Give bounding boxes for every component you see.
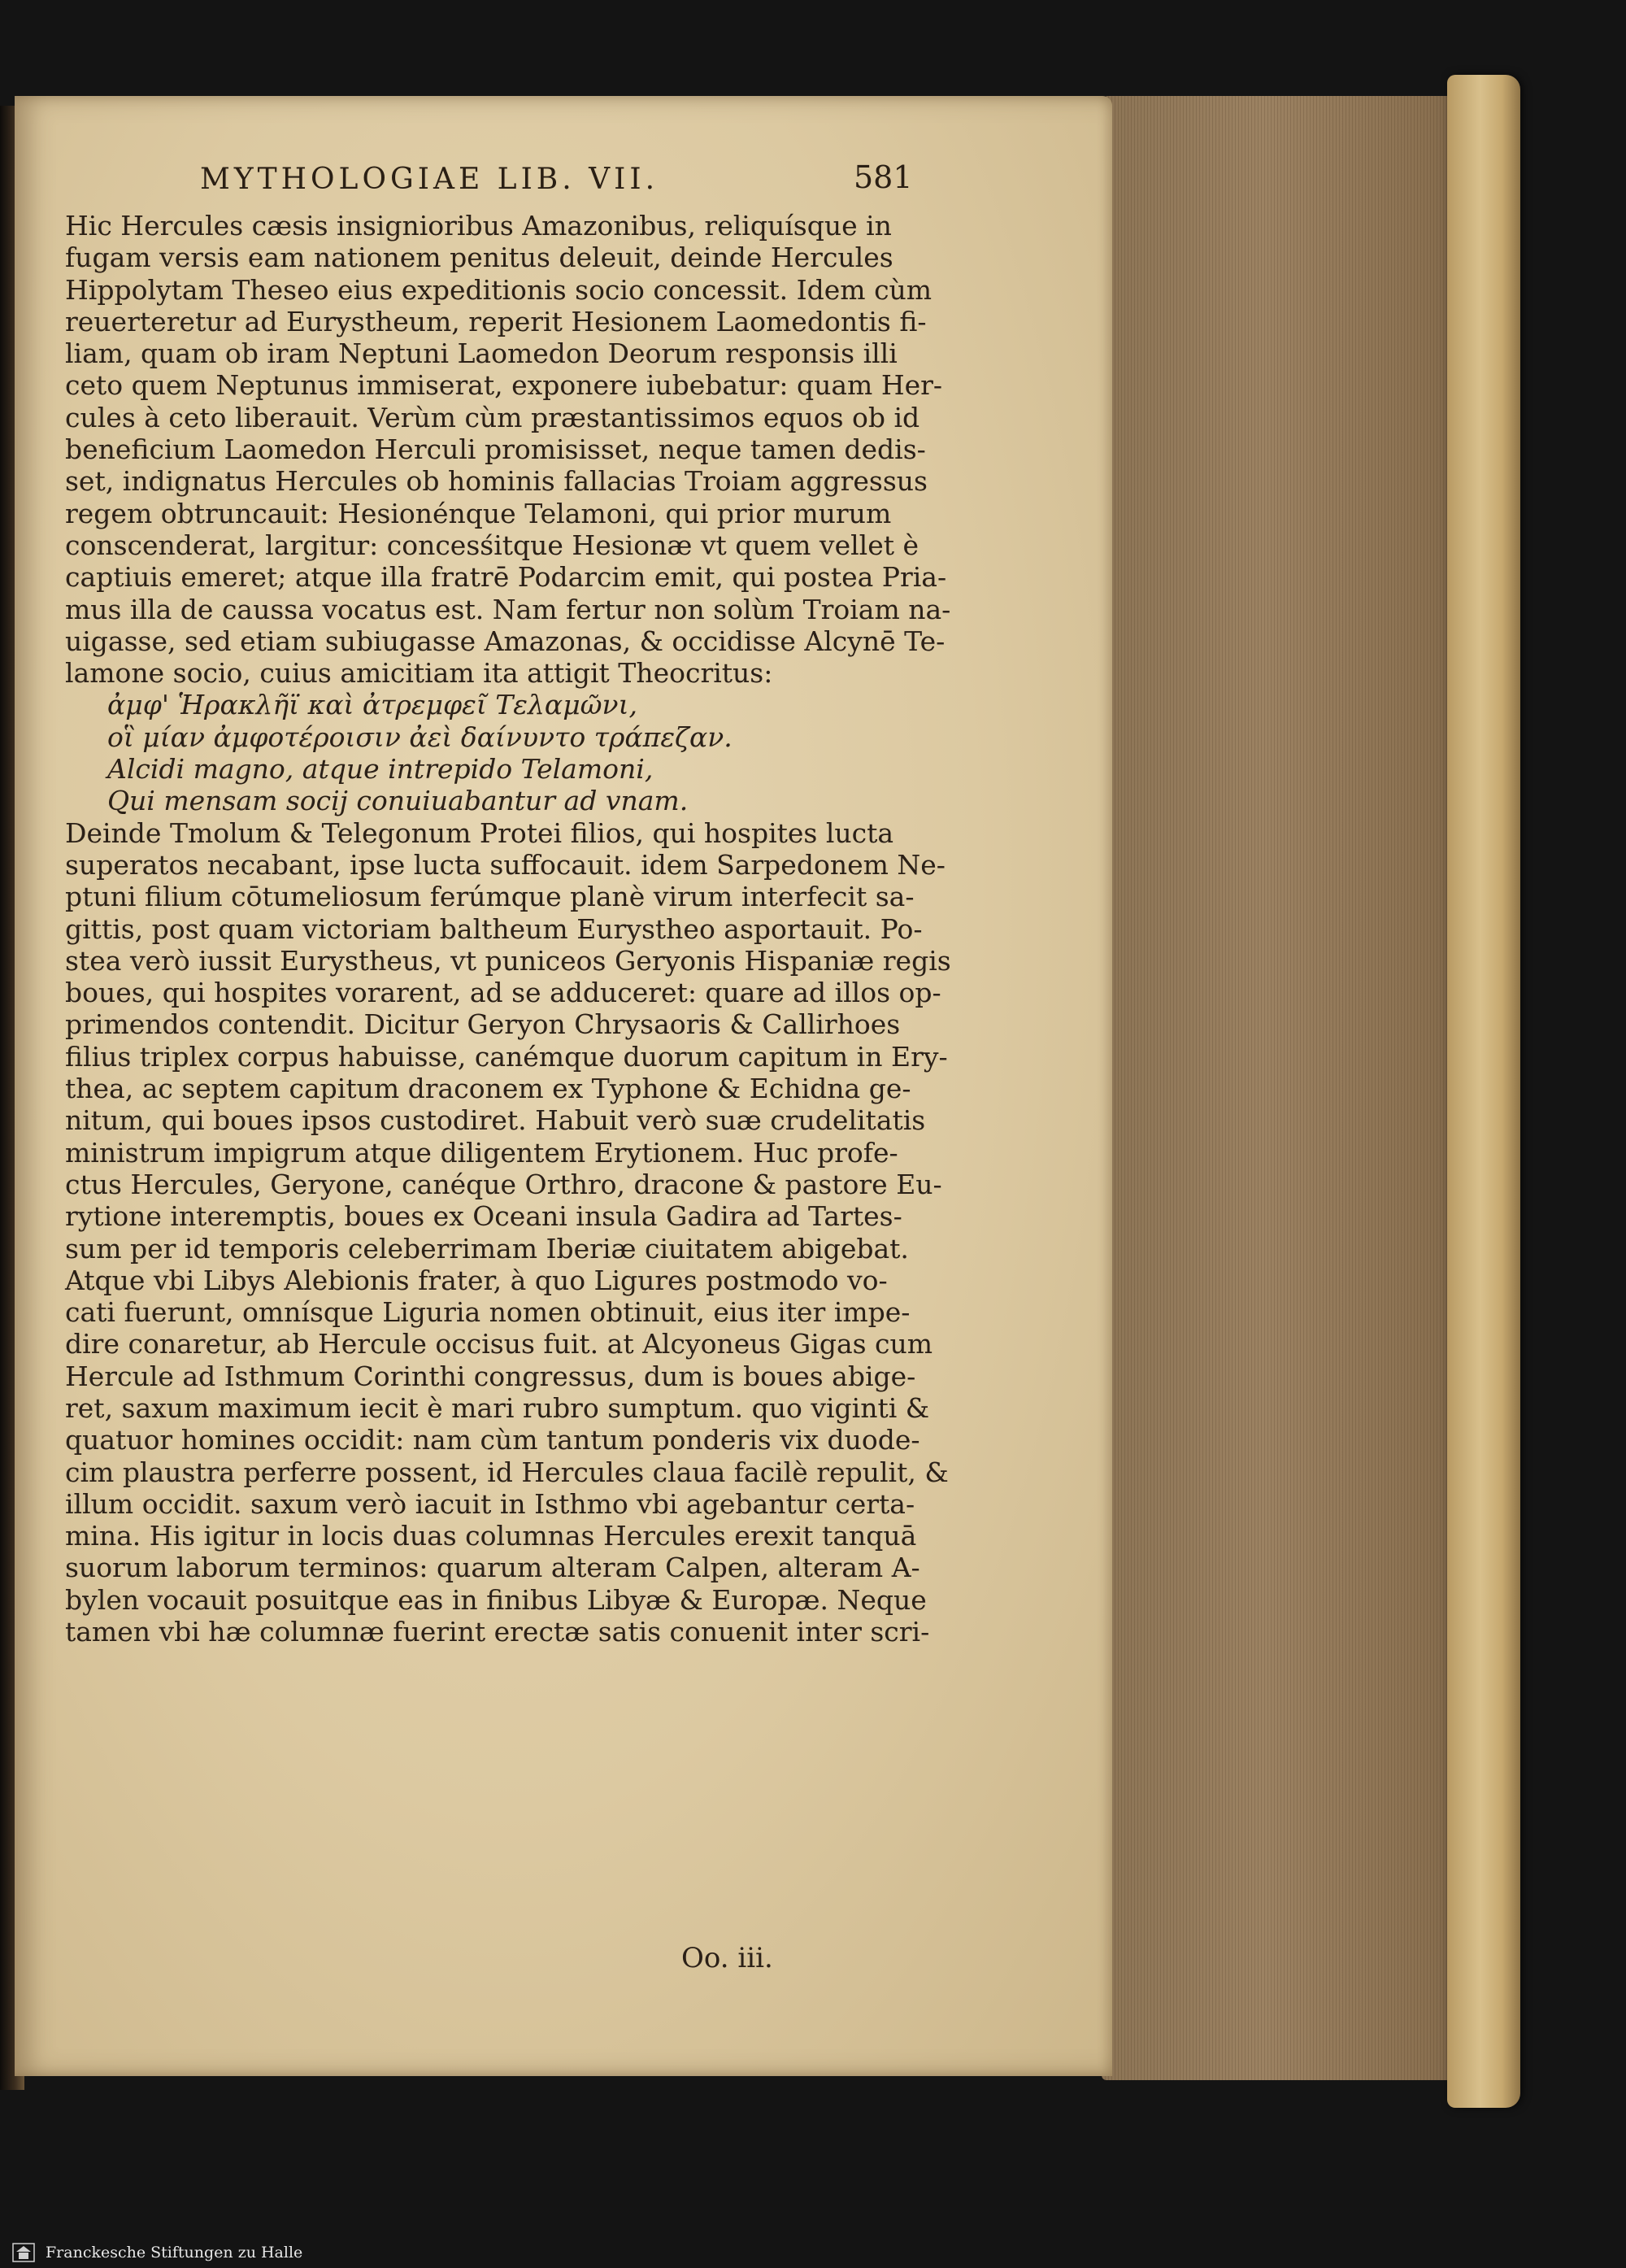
book-page	[15, 96, 1112, 2076]
verse-line-greek: ἀμφ' Ἡρακλῆϊ καὶ ἀτρεμφεῖ Τελαμῶνι,	[107, 689, 638, 721]
text-line: ceto quem Neptunus immiserat, exponere iubebatur: quam Her-	[65, 369, 943, 402]
running-head	[15, 159, 1112, 216]
text-line: tamen vbi hæ columnæ fuerint erectæ satis conuenit inter scri-	[65, 1616, 930, 1648]
text-line: gittis, post quam victoriam baltheum Eurystheo asportauit. Po-	[65, 912, 923, 945]
text-line: conscenderat, largitur: concesśitque Hesionæ vt quem vellet è	[65, 529, 920, 561]
text-line: illum occidit. saxum verò iacuit in Isthmo vbi agebantur certa-	[65, 1487, 915, 1520]
text-line: cati fuerunt, omnísque Liguria nomen obtinuit, eius iter impe-	[65, 1296, 911, 1329]
institution-footer	[0, 2238, 1626, 2268]
text-line: stea verò iussit Eurystheus, vt puniceos Geryonis Hispaniæ regis	[65, 944, 951, 977]
text-line: mina. His igitur in locis duas columnas Hercules erexit tanquā	[65, 1520, 917, 1552]
text-line: reuerteretur ad Eurystheum, reperit Hesionem Laomedontis fi-	[65, 305, 927, 337]
text-line: mus illa de caussa vocatus est. Nam fertur non solùm Troiam na-	[65, 593, 951, 625]
text-line: superatos necabant, ipse lucta suffocauit. idem Sarpedonem Ne-	[65, 848, 946, 881]
book-cover-board	[1447, 75, 1520, 2108]
text-line: primendos contendit. Dicitur Geryon Chrysaoris & Callirhoes	[65, 1008, 901, 1041]
verse-line-latin: Alcidi magno, atque intrepido Telamoni,	[107, 753, 654, 786]
text-line: filius triplex corpus habuisse, canémque duorum capitum in Ery-	[65, 1040, 948, 1073]
text-line: cules à ceto liberauit. Verùm cùm præstantissimos equos ob id	[65, 401, 920, 433]
text-line: suorum laborum terminos: quarum alteram Calpen, alteram A-	[65, 1552, 920, 1584]
text-line: ret, saxum maximum iecit è mari rubro sumptum. quo viginti &	[65, 1391, 930, 1424]
text-line: beneficium Laomedon Herculi promisisset, neque tamen dedis-	[65, 433, 926, 466]
text-line: quatuor homines occidit: nam cùm tantum ponderis vix duode-	[65, 1424, 920, 1456]
text-line: nitum, qui boues ipsos custodiret. Habuit verò suæ crudelitatis	[65, 1104, 926, 1137]
text-line: Hic Hercules cæsis insignioribus Amazonibus, reliquísque in	[65, 210, 892, 242]
text-line: lamone socio, cuius amicitiam ita attigit Theocritus:	[65, 657, 773, 690]
page-number: 581	[854, 159, 913, 195]
text-line: ptuni filium cōtumeliosum ferúmque planè virum interfecit sa-	[65, 881, 915, 913]
text-line: Hercule ad Isthmum Corinthi congressus, dum is boues abige-	[65, 1360, 916, 1392]
text-line: cim plaustra perferre possent, id Hercules claua facilè repulit, &	[65, 1456, 949, 1488]
text-line: regem obtruncauit: Hesionénque Telamoni, qui prior murum	[65, 497, 892, 529]
text-line: boues, qui hospites vorarent, ad se adduceret: quare ad illos op-	[65, 977, 941, 1009]
text-line: liam, quam ob iram Neptuni Laomedon Deorum responsis illi	[65, 337, 898, 370]
text-line: captiuis emeret; atque illa fratrē Podarcim emit, qui postea Pria-	[65, 561, 947, 594]
text-line: sum per id temporis celeberrimam Iberiæ ciuitatem abigebat.	[65, 1232, 909, 1265]
institution-name: Franckesche Stiftungen zu Halle	[46, 2244, 303, 2261]
text-line: thea, ac septem capitum draconem ex Typhone & Echidna ge-	[65, 1073, 911, 1105]
text-block	[65, 210, 951, 1648]
text-line: Atque vbi Libys Alebionis frater, à quo Ligures postmodo vo-	[65, 1264, 888, 1296]
text-line: bylen vocauit posuitque eas in finibus Libyæ & Europæ. Neque	[65, 1583, 927, 1616]
text-line: ministrum impigrum atque diligentem Erytionem. Huc profe-	[65, 1136, 898, 1169]
text-line: Hippolytam Theseo eius expeditionis socio concessit. Idem cùm	[65, 273, 933, 306]
running-head-title: MYTHOLOGIAE LIB. VII.	[200, 163, 659, 196]
text-line: set, indignatus Hercules ob hominis fallacias Troiam aggressus	[65, 465, 928, 498]
text-line: rytione interemptis, boues ex Oceani insula Gadira ad Tartes-	[65, 1200, 902, 1233]
institution-logo-icon	[11, 2242, 36, 2263]
text-line: uigasse, sed etiam subiugasse Amazonas, & occidisse Alcynē Te-	[65, 625, 946, 657]
signature-mark: Oo. iii.	[681, 1942, 773, 1974]
text-line: fugam versis eam nationem penitus deleuit, deinde Hercules	[65, 242, 893, 274]
text-line: Deinde Tmolum & Telegonum Protei filios, qui hospites lucta	[65, 816, 894, 849]
verse-line-greek: οἳ μίαν ἀμφοτέροισιν ἀεὶ δαίνυντο τράπεζαν.	[107, 720, 733, 753]
verse-line-latin: Qui mensam socij conuiuabantur ad vnam.	[107, 785, 689, 817]
text-line: ctus Hercules, Geryone, canéque Orthro, dracone & pastore Eu-	[65, 1168, 942, 1200]
text-line: dire conaretur, ab Hercule occisus fuit. at Alcyoneus Gigas cum	[65, 1328, 933, 1360]
